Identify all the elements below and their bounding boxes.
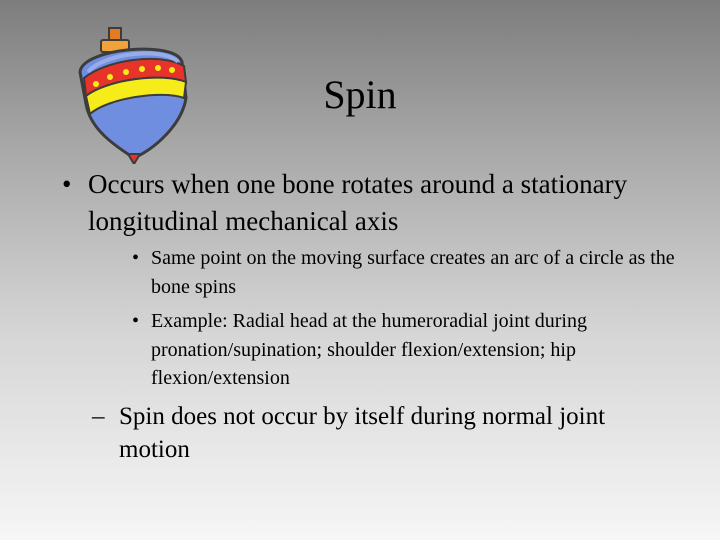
bullet-text: Occurs when one bone rotates around a stationary longitudinal mechanical axis	[88, 169, 628, 236]
dash-marker: –	[92, 403, 105, 430]
spinning-top-icon	[72, 20, 196, 164]
sub-bullet-marker: •	[132, 247, 140, 269]
bullet-marker: •	[62, 169, 72, 199]
sub-bullet-text: Same point on the moving surface creates an arc of a circle as the bone spins	[151, 247, 675, 298]
dash-text: Spin does not occur by itself during normal joint motion	[119, 403, 606, 463]
sub-bullet-text: Example: Radial head at the humeroradial joint during pronation/supination; shoulder flexion/extension; hip flexion/extension	[151, 310, 587, 389]
sub-bullet-marker: •	[132, 310, 140, 332]
slide-title: Spin	[323, 72, 397, 117]
